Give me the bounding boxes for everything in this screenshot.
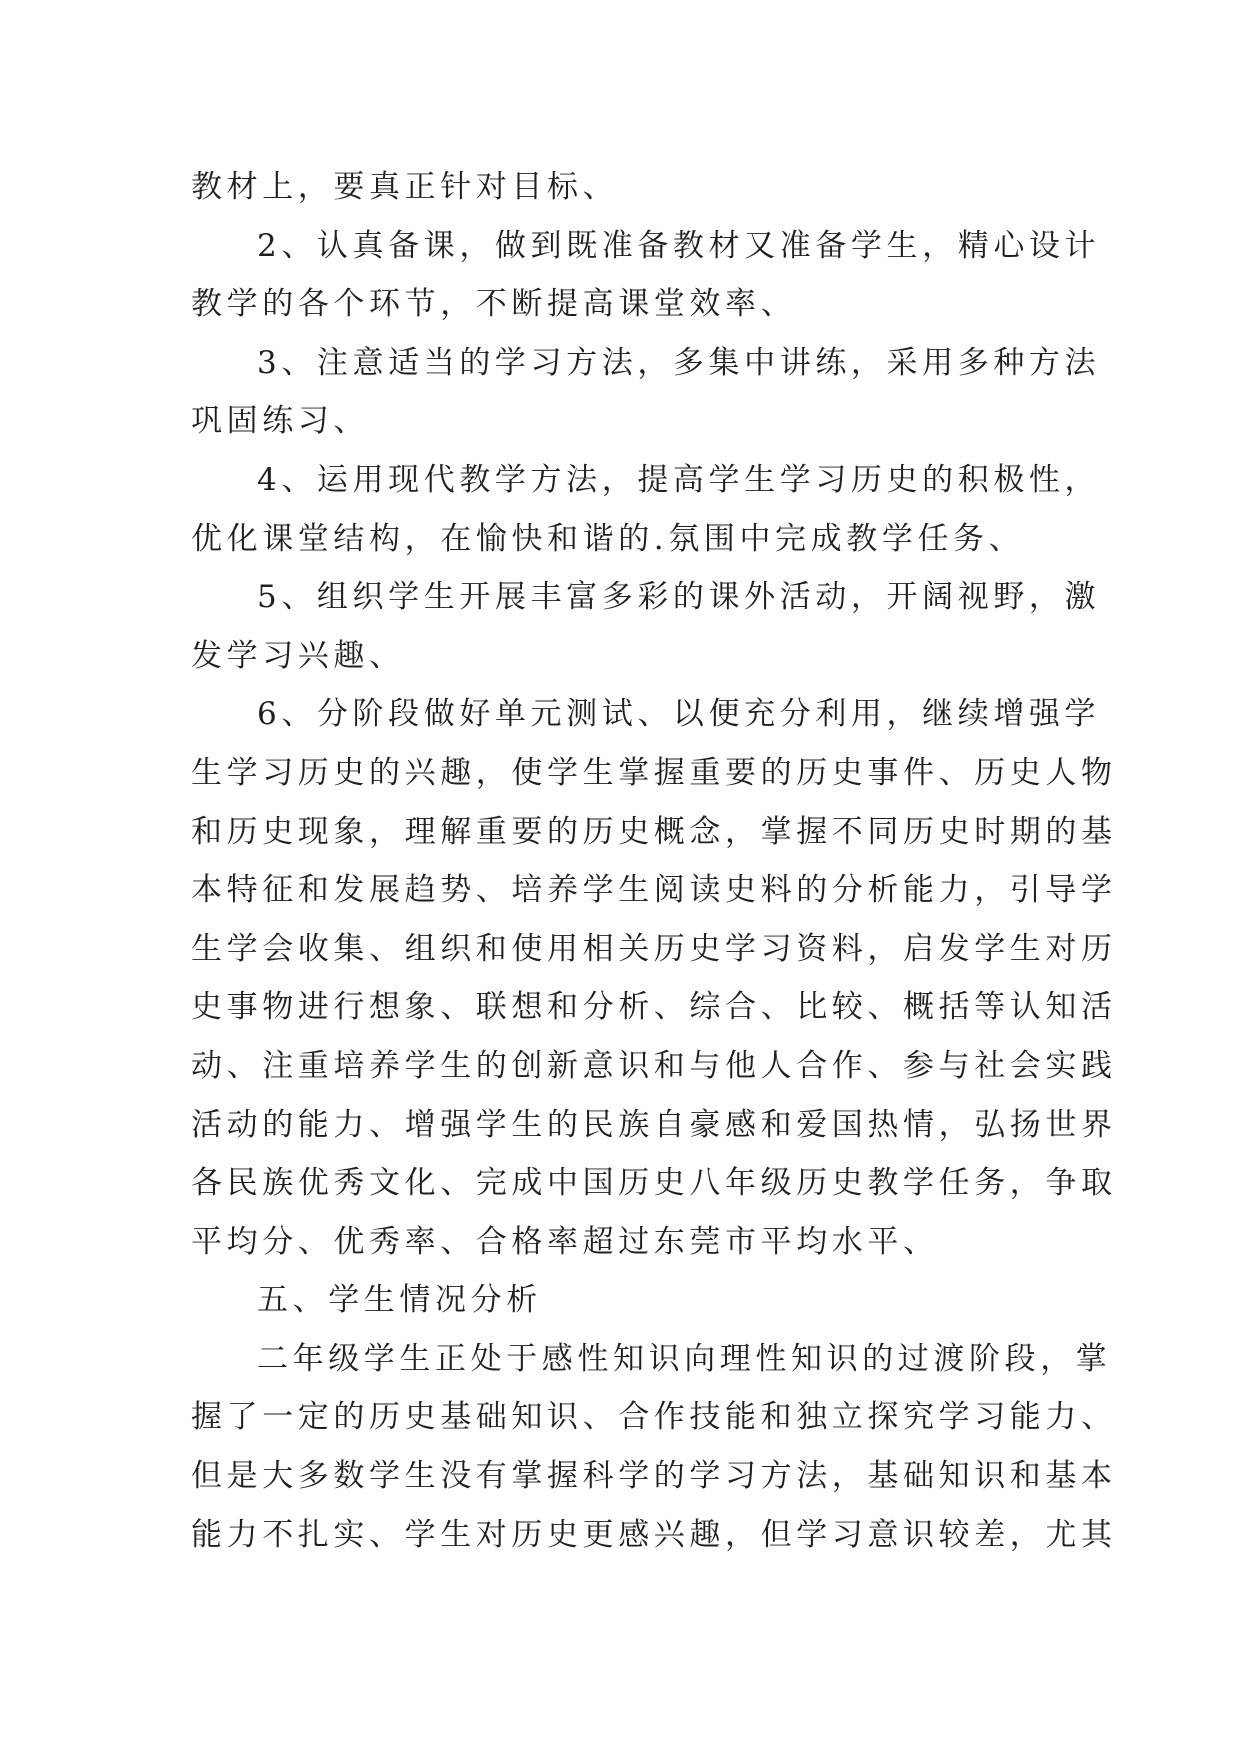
text-line: 生学习历史的兴趣，使学生掌握重要的历史事件、历史人物 bbox=[191, 754, 1117, 791]
text-line: 2、认真备课，做到既准备教材又准备学生，精心设计 bbox=[257, 227, 1101, 264]
text-line: 史事物进行想象、联想和分析、综合、比较、概括等认知活 bbox=[191, 989, 1117, 1026]
section-heading: 五、学生情况分析 bbox=[257, 1282, 542, 1319]
text-line: 平均分、优秀率、合格率超过东莞市平均水平、 bbox=[191, 1223, 939, 1260]
text-line: 6、分阶段做好单元测试、以便充分利用，继续增强学 bbox=[257, 696, 1101, 733]
text-line: 动、注重培养学生的创新意识和与他人合作、参与社会实践 bbox=[191, 1047, 1117, 1084]
text-line: 5、组织学生开展丰富多彩的课外活动，开阔视野，激 bbox=[257, 579, 1101, 616]
text-line: 但是大多数学生没有掌握科学的学习方法，基础知识和基本 bbox=[191, 1458, 1117, 1495]
text-line: 4、运用现代教学方法，提高学生学习历史的积极性， bbox=[257, 461, 1101, 498]
text-line: 能力不扎实、学生对历史更感兴趣，但学习意识较差，尤其 bbox=[191, 1516, 1117, 1553]
text-line: 教学的各个环节，不断提高课堂效率、 bbox=[191, 286, 797, 323]
text-line: 各民族优秀文化、完成中国历史八年级历史教学任务，争取 bbox=[191, 1165, 1117, 1202]
text-line: 发学习兴趣、 bbox=[191, 637, 405, 674]
text-line: 本特征和发展趋势、培养学生阅读史料的分析能力，引导学 bbox=[191, 872, 1117, 909]
document-body bbox=[191, 158, 1117, 1564]
text-line: 教材上，要真正针对目标、 bbox=[191, 169, 619, 205]
text-line: 生学会收集、组织和使用相关历史学习资料，启发学生对历 bbox=[191, 930, 1117, 967]
text-line: 巩固练习、 bbox=[191, 403, 369, 440]
text-line: 握了一定的历史基础知识、合作技能和独立探究学习能力、 bbox=[191, 1399, 1117, 1436]
text-line: 活动的能力、增强学生的民族自豪感和爱国热情，弘扬世界 bbox=[191, 1106, 1117, 1143]
text-line: 和历史现象，理解重要的历史概念，掌握不同历史时期的基 bbox=[191, 813, 1117, 850]
text-line: 二年级学生正处于感性知识向理性知识的过渡阶段，掌 bbox=[257, 1340, 1112, 1377]
text-line: 3、注意适当的学习方法，多集中讲练，采用多种方法 bbox=[257, 344, 1101, 381]
text-line: 优化课堂结构，在愉快和谐的.氛围中完成教学任务、 bbox=[191, 520, 1025, 557]
